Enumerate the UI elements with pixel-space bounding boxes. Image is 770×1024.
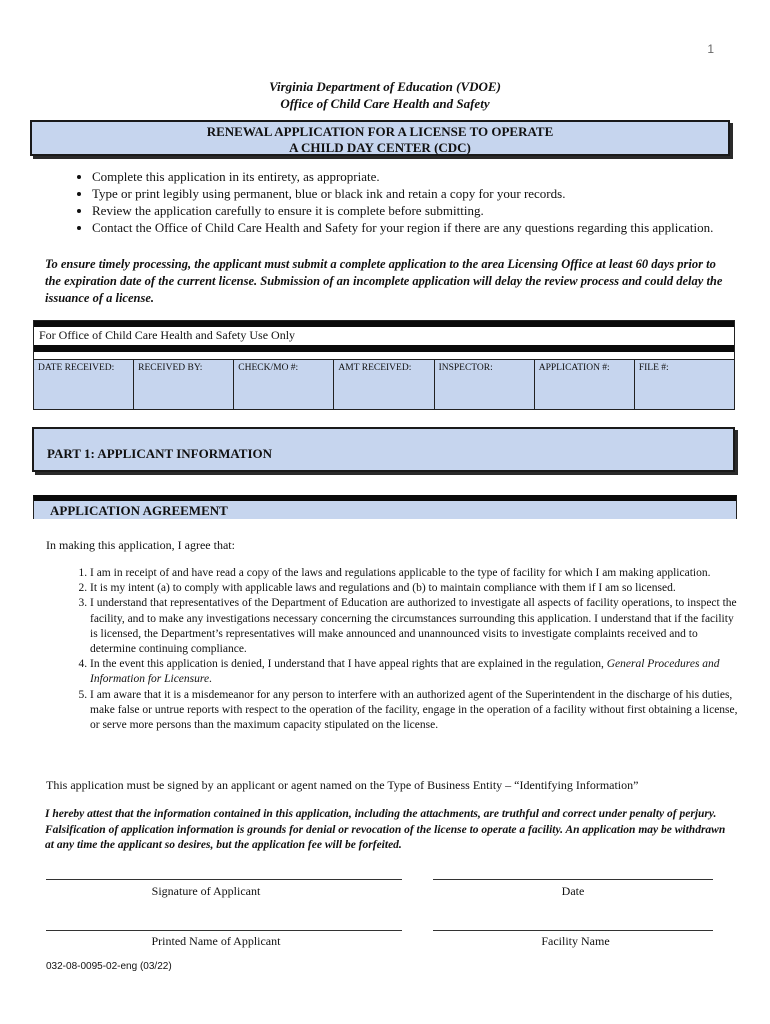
agreement-term-text: In the event this application is denied, I understand that I have appeal rights that are explained in the regulation, (90, 658, 604, 671)
facility-name-line[interactable] (433, 930, 713, 931)
office-use-box (33, 320, 735, 410)
page-number: 1 (707, 42, 714, 56)
office-use-label: For Office of Child Care Health and Safety Use Only (39, 328, 296, 342)
facility-name-label: Facility Name (541, 934, 610, 948)
part1-heading: PART 1: APPLICANT INFORMATION (32, 427, 735, 472)
form-code: 032-08-0095-02-eng (03/22) (46, 961, 172, 972)
form-title-line1: RENEWAL APPLICATION FOR A LICENSE TO OPERATE (206, 124, 554, 139)
office-field-file-number[interactable]: FILE #: (635, 359, 734, 409)
agreement-intro: In making this application, I agree that: (46, 538, 235, 552)
office-field-application-number[interactable]: APPLICATION #: (535, 359, 635, 409)
signature-requirement-note: This application must be signed by an applicant or agent named on the Type of Business Entity – “Identifying Information” (46, 778, 639, 792)
form-title (30, 120, 730, 156)
agreement-term-end: . (209, 673, 212, 686)
signature-label: Signature of Applicant (151, 884, 261, 898)
date-label: Date (561, 884, 585, 898)
agreement-terms (50, 566, 740, 733)
instruction-item: • Complete this application in its entirety, as appropriate. (92, 168, 732, 185)
office-use-divider (34, 345, 734, 352)
office-use-top-bar (34, 321, 734, 327)
agreement-term: 2. It is my intent (a) to comply with applicable laws and regulations and (b) to maintain compliance with them if I am so licensed. (90, 581, 740, 596)
office-field-inspector[interactable]: INSPECTOR: (435, 359, 535, 409)
office-field-check-mo[interactable]: CHECK/MO #: (234, 359, 334, 409)
agreement-term: 1. I am in receipt of and have read a copy of the laws and regulations applicable to the type of facility for which I am making application. (90, 566, 740, 581)
instruction-item: • Review the application carefully to ensure it is complete before submitting. (92, 202, 732, 219)
signature-line[interactable] (46, 879, 402, 880)
agreement-term (90, 657, 740, 687)
regulation-reference: General Procedures and Information for Licensure (90, 658, 720, 686)
instruction-list (60, 168, 732, 236)
attestation-statement: I hereby attest that the information contained in this application, including the attachments, are truthful and correct under penalty of perjury. Falsification of application information is grounds for denial or revocation of the license to operate a facility. An application may be withdrawn at any time the applicant so desires, but the application fee will be forfeited. (45, 808, 726, 851)
agreement-term: 5. I am aware that it is a misdemeanor for any person to interfere with an authorized agent of the Superintendent in the discharge of his duties, make false or untrue reports with respect to the operation of the facility, engage in the operation of a facility without first obtaining a license, or serve more persons than the maximum capacity stipulated on the license. (90, 688, 740, 734)
form-title-line2: A CHILD DAY CENTER (CDC) (289, 140, 471, 155)
date-line[interactable] (433, 879, 713, 880)
office-use-fields (34, 359, 734, 409)
printed-name-line[interactable] (46, 930, 402, 931)
office-field-date-received[interactable]: DATE RECEIVED: (34, 359, 134, 409)
agreement-term: 3. I understand that representatives of the Department of Education are authorized to investigate all aspects of facility operations, to inspect the facility, and to make any investigations necessary concerning the circumstances surrounding this application. I understand that if the facility is licensed, the Department’s representatives will make announced and unannounced visits to investigate complaints received and to determine continuing compliance. (90, 596, 740, 657)
timely-processing-warning: To ensure timely processing, the applicant must submit a complete application to the area Licensing Office at least 60 days prior to the expiration date of the current license. Submission of an incomplete application will delay the review process and could delay the issuance of a license. (45, 257, 723, 305)
agency-name: Virginia Department of Education (VDOE) (269, 79, 501, 94)
office-name: Office of Child Care Health and Safety (280, 96, 490, 111)
agreement-heading: APPLICATION AGREEMENT (33, 495, 737, 519)
instruction-item: • Type or print legibly using permanent, blue or black ink and retain a copy for your records. (92, 185, 732, 202)
printed-name-label: Printed Name of Applicant (151, 934, 281, 948)
office-field-received-by[interactable]: RECEIVED BY: (134, 359, 234, 409)
office-field-amt-received[interactable]: AMT RECEIVED: (334, 359, 434, 409)
instruction-item: • Contact the Office of Child Care Health and Safety for your region if there are any questions regarding this application. (92, 219, 732, 236)
